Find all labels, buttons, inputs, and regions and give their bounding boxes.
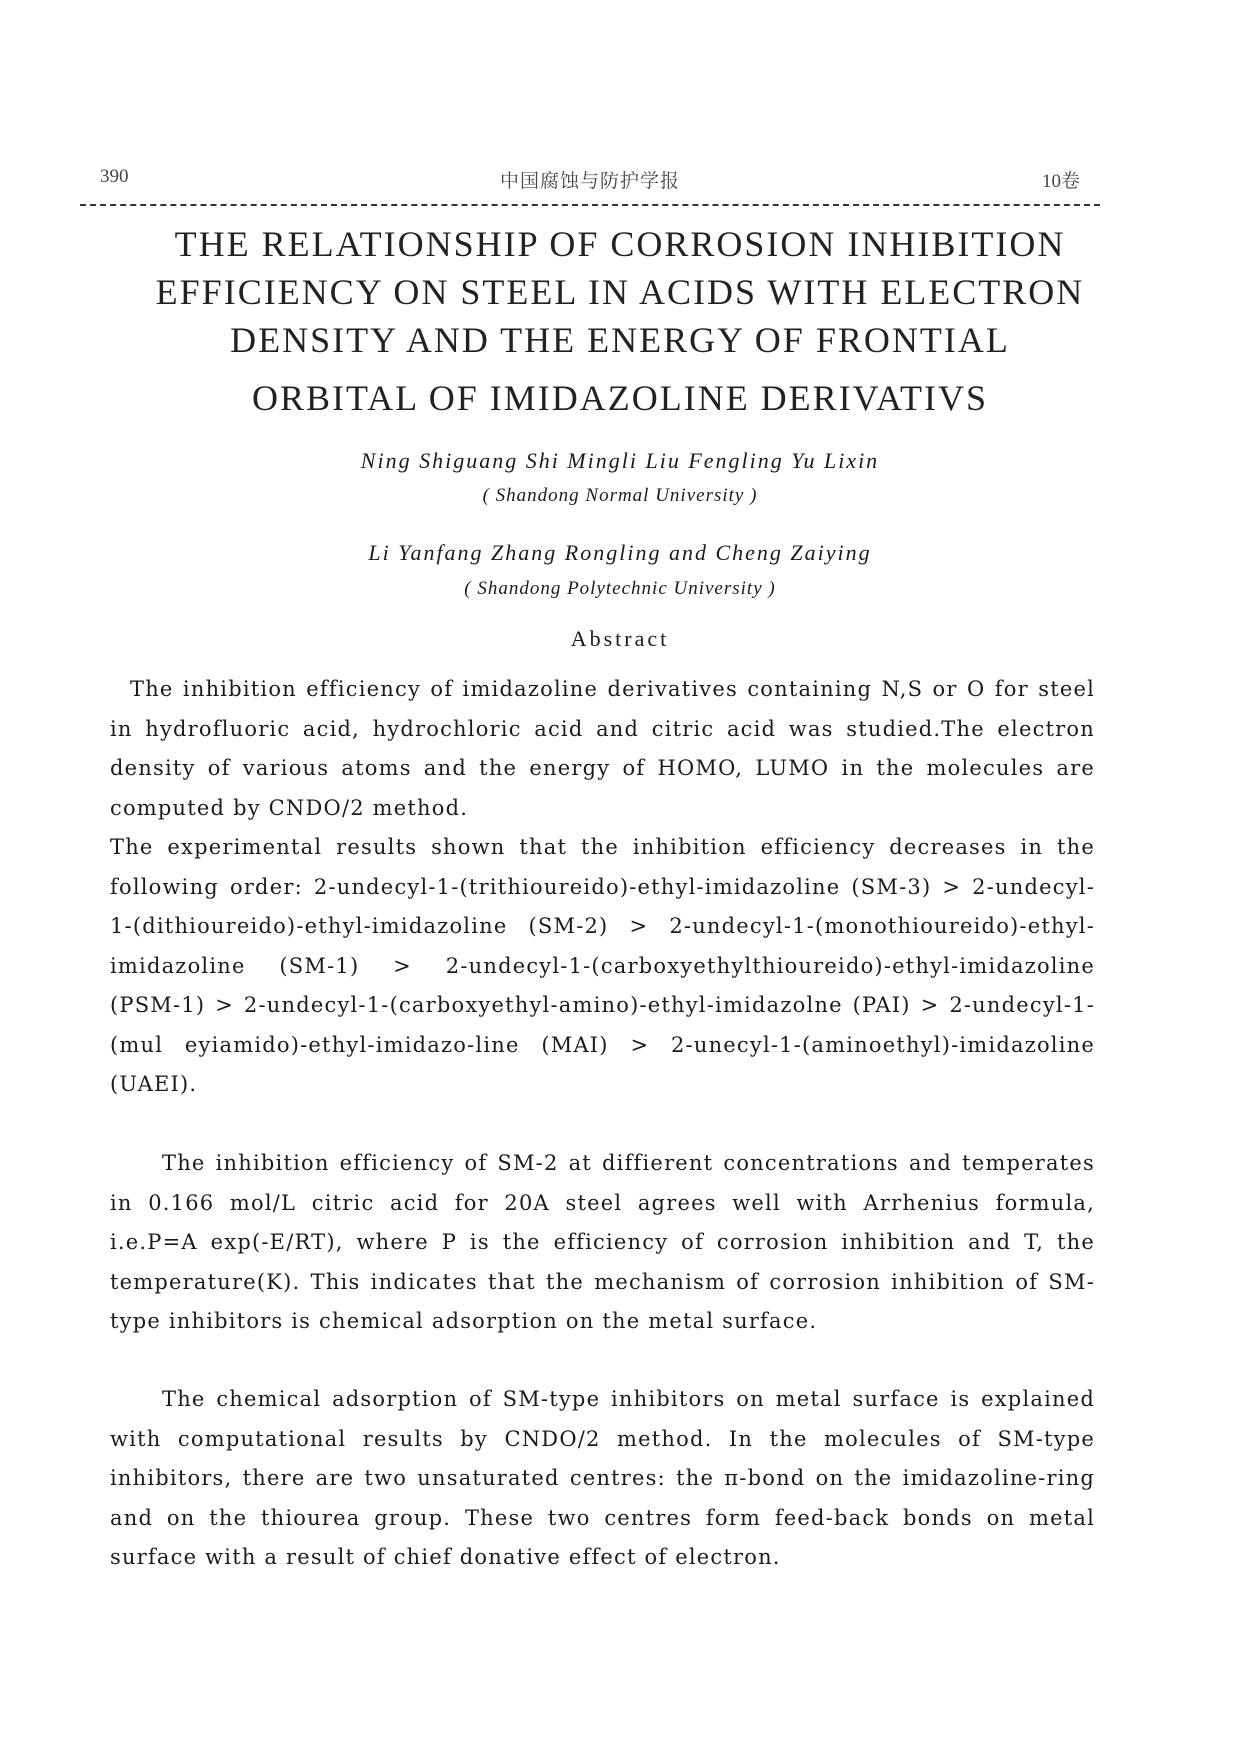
affiliation-2: ( Shandong Polytechnic University ) xyxy=(464,578,776,599)
page-number: 390 xyxy=(100,166,129,187)
title-line-3: DENSITY AND THE ENERGY OF FRONTIAL xyxy=(230,320,1010,360)
paper-title xyxy=(70,220,1170,422)
journal-name: 中国腐蚀与防护学报 xyxy=(499,171,680,192)
authors-group-1: Ning Shiguang Shi Mingli Liu Fengling Yu Lixin xyxy=(360,448,880,473)
title-line-2: EFFICIENCY ON STEEL IN ACIDS WITH ELECTRON xyxy=(155,272,1085,312)
title-line-1: THE RELATIONSHIP OF CORROSION INHIBITION xyxy=(174,224,1066,264)
running-header xyxy=(80,164,1100,206)
abstract-heading: Abstract xyxy=(570,626,670,651)
authors-group-2: Li Yanfang Zhang Rongling and Cheng Zaiying xyxy=(368,540,872,565)
abstract-paragraph-3: The inhibition efficiency of SM-2 at diffierent concentrations and temperates in 0.166 mol/L citric acid for 20A steel agrees well with Arrhenius formula, i.e.P=A exp(-E/RT), where P is the efficiency of corrosion inhibition and T, the temperature(K). This indicates that the mechanism of corrosion inhibition of SM-type inhibitors is chemical adsorption on the metal surface. xyxy=(110,1151,1095,1333)
title-line-4: ORBITAL OF IMIDAZOLINE DERIVATIVS xyxy=(251,378,989,418)
affiliation-1: ( Shandong Normal University ) xyxy=(482,485,758,506)
volume-label: 10卷 xyxy=(1041,171,1080,192)
abstract-paragraph-1: The inhibition efficiency of imidazoline derivatives containing N,S or O for steel in hydrofluoric acid, hydrochloric acid and citric acid was studied.The electron density of various atoms and the energy of HOMO, LUMO in the molecules are computed by CNDO/2 method. xyxy=(110,677,1095,820)
abstract-paragraph-2: The experimental results shown that the inhibition efficiency decreases in the following order: 2-undecyl-1-(trithioureido)-ethyl-imidazoline (SM-3) > 2-undecyl-1-(dithioureido)-ethyl-imidazoline (SM-2) > 2-undecyl-1-(monothioureido)-ethyl-imidazoline (SM-1) > 2-undecyl-1-(carboxyethylthioureido)-ethyl-imidazoline (PSM-1) > 2-undecyl-1-(carboxyethyl-amino)-ethyl-imidazolne (PAI) > 2-undecyl-1-(mul eyiamido)-ethyl-imidazo-line (MAI) > 2-unecyl-1-(aminoethyl)-imidazoline (UAEI). xyxy=(110,835,1095,1096)
abstract-paragraph-4: The chemical adsorption of SM-type inhibitors on metal surface is explained with computational results by CNDO/2 method. In the molecules of SM-type inhibitors, there are two unsaturated centres: the π-bond on the imidazoline-ring and on the thiourea group. These two centres form feed-back bonds on metal surface with a result of chief donative effect of electron. xyxy=(110,1387,1095,1569)
